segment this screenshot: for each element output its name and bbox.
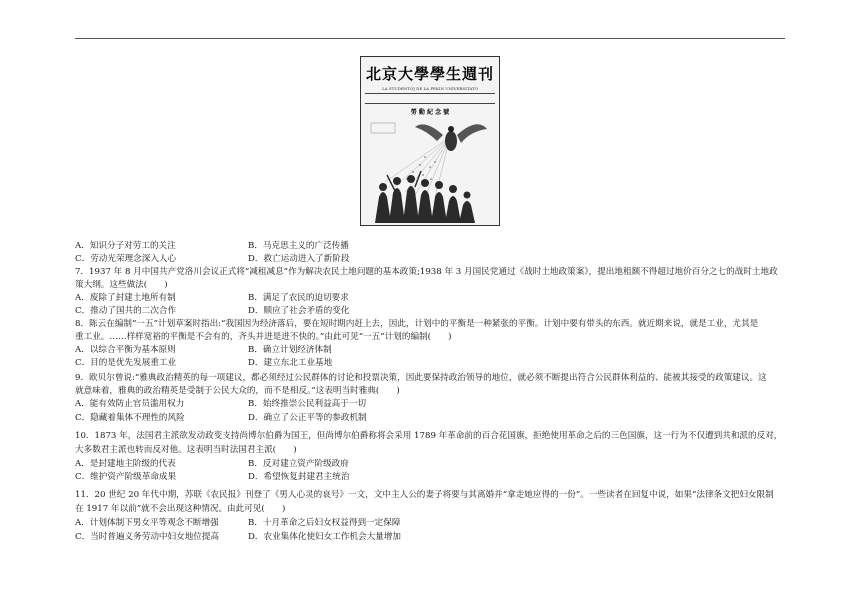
q10-stem-line2: 大多数君主派也转而反对他。这表明当时法国君主派( ) [75, 445, 297, 455]
angel-left-wing [415, 124, 443, 141]
q8-stem-line2: 重工业。……样样宽裕的平衡是不会有的，齐头并进是进不快的。”由此可见“一五”计划的编制( ) [75, 332, 452, 342]
q10-option-d: D．希望恢复封建君主统治 [248, 472, 350, 482]
angel-body [445, 131, 457, 151]
q7-option-b: B．满足了农民的迫切要求 [248, 293, 349, 303]
q10-option-c: C．维护资产阶级革命成果 [75, 472, 177, 482]
q8-option-d: D．建立东北工业基地 [248, 358, 333, 368]
q8-option-b: B．确立计划经济体制 [248, 345, 332, 355]
q11-option-b: B．十月革命之后妇女权益得到一定保障 [248, 518, 401, 528]
angel-head [448, 126, 454, 132]
q7-option-c: C．推动了国共的二次合作 [75, 306, 177, 316]
angel-right-wing [457, 124, 487, 143]
q8-option-a: A．以综合平衡为基本原则 [75, 345, 176, 355]
newspaper-masthead: 北京大學學生週刊 [365, 65, 494, 83]
q11-stem-line2: 在 1917 年以前”就不会出现这种情况。由此可见( ) [75, 504, 286, 514]
q11-option-d: D．农业集体化使妇女工作机会大量增加 [248, 532, 401, 542]
q11-stem-line1: 11．20 世纪 20 年代中期，苏联《农民报》刊登了《男人心灵的哀号》一文，文中主人公的妻子将要与其离婚并“拿走她应得的一份”。一些读者在回复中说，如果“法律条文把妇女限制 [75, 490, 774, 500]
q6-option-d: D．救亡运动进入了新阶段 [248, 254, 350, 264]
q7-option-a: A．废除了封建土地所有制 [75, 293, 176, 303]
caption-box [371, 123, 395, 133]
q7-stem-line2: 策大纲。这些做法( ) [75, 280, 168, 290]
q9-option-b: B．始终推崇公民利益高于一切 [248, 399, 367, 409]
q6-option-c: C．劳动光荣理念深入人心 [75, 254, 177, 264]
newspaper-subtitle: LA STUDENTOJ DE LA PEKIN UNIVERSITATO [382, 86, 478, 91]
q9-option-a: A．能有效防止官员滥用权力 [75, 399, 185, 409]
q10-stem-line1: 10．1873 年，法国君主派欲发动政变支持尚博尔伯爵为国王，但尚博尔伯爵称将会采用 1789 年革命前的百合花国旗，拒绝使用革命之后的三色国旗，这一行为不仅遭到共和派的反对， [75, 431, 783, 441]
illustration-angel-workers [365, 117, 495, 223]
q8-option-c: C．目的是优先发展重工业 [75, 358, 177, 368]
q10-option-b: B．反对建立资产阶级政府 [248, 459, 349, 469]
q7-option-d: D．顺应了社会矛盾的变化 [248, 306, 350, 316]
q9-option-d: D．确立了公正平等的参政机制 [248, 413, 367, 423]
q7-stem-line1: 7．1937 年 8 月中国共产党洛川会议正式将“减租减息”作为解决农民土地问题的基本政策;1938 年 3 月国民党通过《战时土地政策案》，提出地租额不得超过地价百分之七的战时土地政 [75, 267, 778, 277]
q9-option-c: C．隐藏着集体不理性的风险 [75, 413, 185, 423]
q6-option-a: A．知识分子对劳工的关注 [75, 241, 176, 251]
newspaper-headline: 勞 動 紀 念 號 [410, 109, 450, 116]
q6-option-b: B．马克思主义的广泛传播 [248, 241, 349, 251]
q9-stem-line1: 9．欧贝尔曾说:“雅典政治精英的每一项建议，都必须经过公民群体的讨论和投票决策，因此要保持政治领导的地位，就必须不断提出符合公民群体利益的、能被其接受的政策建议。这 [75, 373, 767, 383]
masthead-divider-lower [365, 103, 495, 104]
header-rule [75, 38, 785, 39]
q8-stem-line1: 8．陈云在编制“一五”计划草案时指出:“我国因为经济落后，要在短时期内赶上去，因此，计划中的平衡是一种紧张的平衡。计划中要有带头的东西。就近期来说，就是工业，尤其是 [75, 319, 759, 329]
newspaper-figure [360, 56, 500, 226]
masthead-divider [365, 93, 495, 94]
q11-option-a: A．计划体制下男女平等观念不断增强 [75, 518, 219, 528]
q11-option-c: C．当时普遍义务劳动中妇女地位提高 [75, 532, 220, 542]
q9-stem-line2: 就意味着，雅典的政治精英是受制于公民大众的，而不是相反。”这表明当时雅典( ) [75, 386, 400, 396]
q10-option-a: A．是封建地主阶级的代表 [75, 459, 176, 469]
